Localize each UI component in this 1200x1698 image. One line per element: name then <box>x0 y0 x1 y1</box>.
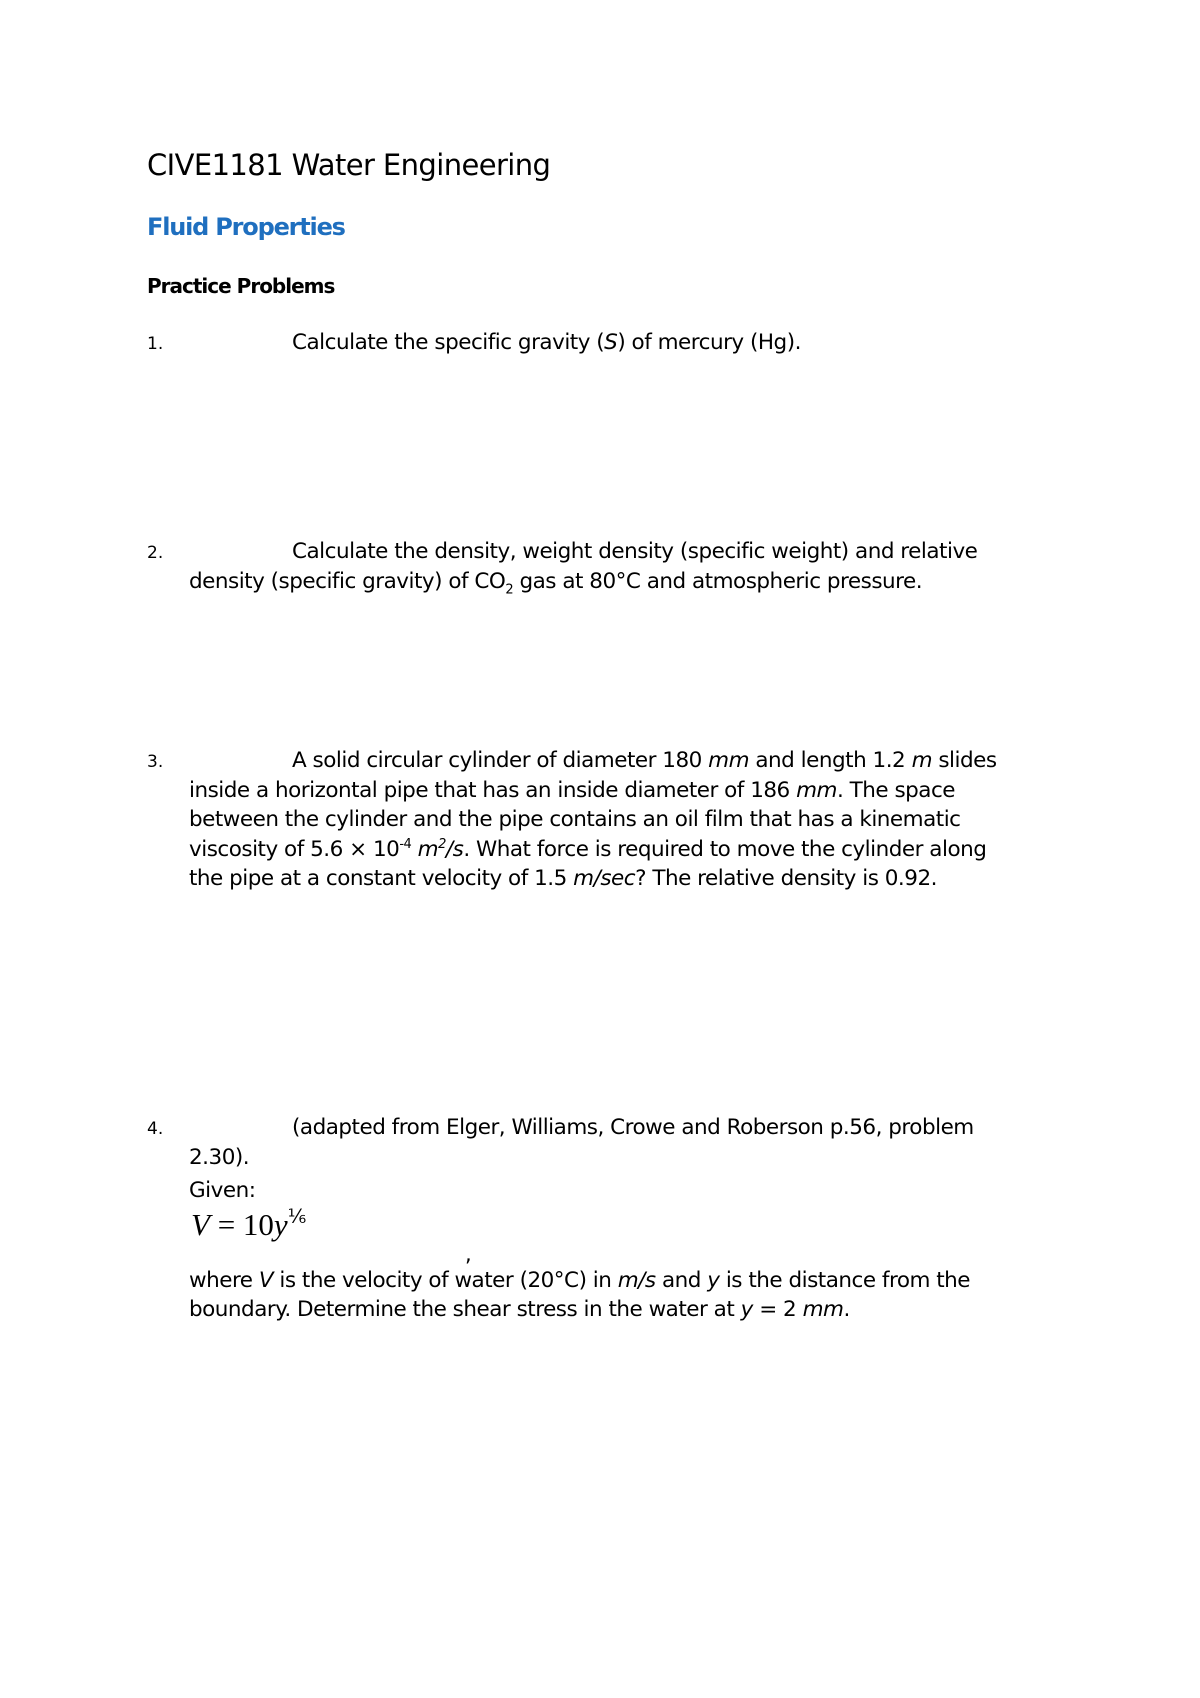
symbol-y: y <box>707 1267 720 1293</box>
problem-line: 2.30). <box>189 1144 250 1170</box>
text: inside a horizontal pipe that has an inside diameter of 186 <box>189 777 797 803</box>
text: is the velocity of water (20°C) in <box>273 1267 618 1293</box>
document-title: CIVE1181 Water Engineering <box>147 148 551 182</box>
text: . What force is required to move the cylinder along <box>463 836 987 862</box>
problem-line <box>147 567 1047 597</box>
problem-line <box>147 328 1047 358</box>
text: . <box>843 1297 850 1322</box>
superscript: 2 <box>438 836 446 852</box>
problem-1 <box>147 328 1047 358</box>
superscript: -4 <box>399 836 412 852</box>
text: where <box>189 1267 259 1293</box>
text: and length 1.2 <box>749 748 912 773</box>
problem-line <box>147 864 1047 894</box>
text: A solid circular cylinder of diameter 180 <box>292 748 709 773</box>
subscript: 2 <box>505 581 514 597</box>
unit: mm <box>796 777 837 803</box>
problem-number: 2. <box>147 543 164 563</box>
velocity-formula <box>147 1206 1047 1266</box>
problem-line: Calculate the density, weight density (specific weight) and relative <box>292 539 978 564</box>
problem-4 <box>147 1113 1047 1325</box>
text: slides <box>932 748 997 773</box>
problem-3 <box>147 746 1047 894</box>
text: viscosity of 5.6 × 10 <box>189 836 400 862</box>
problem-number: 3. <box>147 752 164 772</box>
text: ) of mercury (Hg). <box>617 330 801 355</box>
problem-line <box>147 746 1047 776</box>
symbol-v: V <box>258 1267 274 1293</box>
text: = 10 <box>209 1206 274 1242</box>
text: /s <box>445 836 464 862</box>
section-title: Fluid Properties <box>147 213 345 241</box>
symbol-s: S <box>604 330 618 355</box>
subsection-title: Practice Problems <box>147 274 335 298</box>
problem-line <box>147 1266 1047 1296</box>
problem-line <box>147 776 1047 806</box>
problem-line <box>147 835 1047 865</box>
symbol-y: y <box>273 1206 288 1242</box>
text: and <box>655 1267 708 1293</box>
unit: m/sec <box>573 866 636 891</box>
problem-line: between the cylinder and the pipe contains an oil film that has a kinematic <box>189 807 961 832</box>
text: density (specific gravity) of CO <box>189 568 506 594</box>
unit: m <box>911 748 933 773</box>
problem-number: 4. <box>147 1119 164 1139</box>
text: ? The relative density is 0.92. <box>635 866 937 891</box>
problem-2 <box>147 537 1047 596</box>
text: is the distance from the <box>719 1267 971 1293</box>
unit: m/s <box>617 1267 656 1293</box>
problem-number: 1. <box>147 334 164 354</box>
unit <box>411 837 463 862</box>
text: . The space <box>836 777 956 803</box>
unit: mm <box>802 1297 844 1322</box>
formula-comma: , <box>465 1241 472 1266</box>
formula-expression <box>191 1206 307 1245</box>
exponent: ⅙ <box>287 1206 307 1228</box>
problem-line: (adapted from Elger, Williams, Crowe and Roberson p.56, problem <box>292 1115 974 1140</box>
symbol-v: V <box>191 1206 210 1242</box>
text: m <box>411 836 439 862</box>
text: = 2 <box>752 1297 803 1322</box>
problem-line <box>147 1295 1047 1325</box>
text: gas at 80°C and atmospheric pressure. <box>513 568 923 594</box>
text: boundary. Determine the shear stress in the water at <box>189 1297 741 1322</box>
text: the pipe at a constant velocity of 1.5 <box>189 866 574 891</box>
text: Calculate the specific gravity ( <box>292 330 605 355</box>
problem-line: Given: <box>189 1178 256 1203</box>
unit: mm <box>708 748 750 773</box>
symbol-y: y <box>740 1297 753 1322</box>
